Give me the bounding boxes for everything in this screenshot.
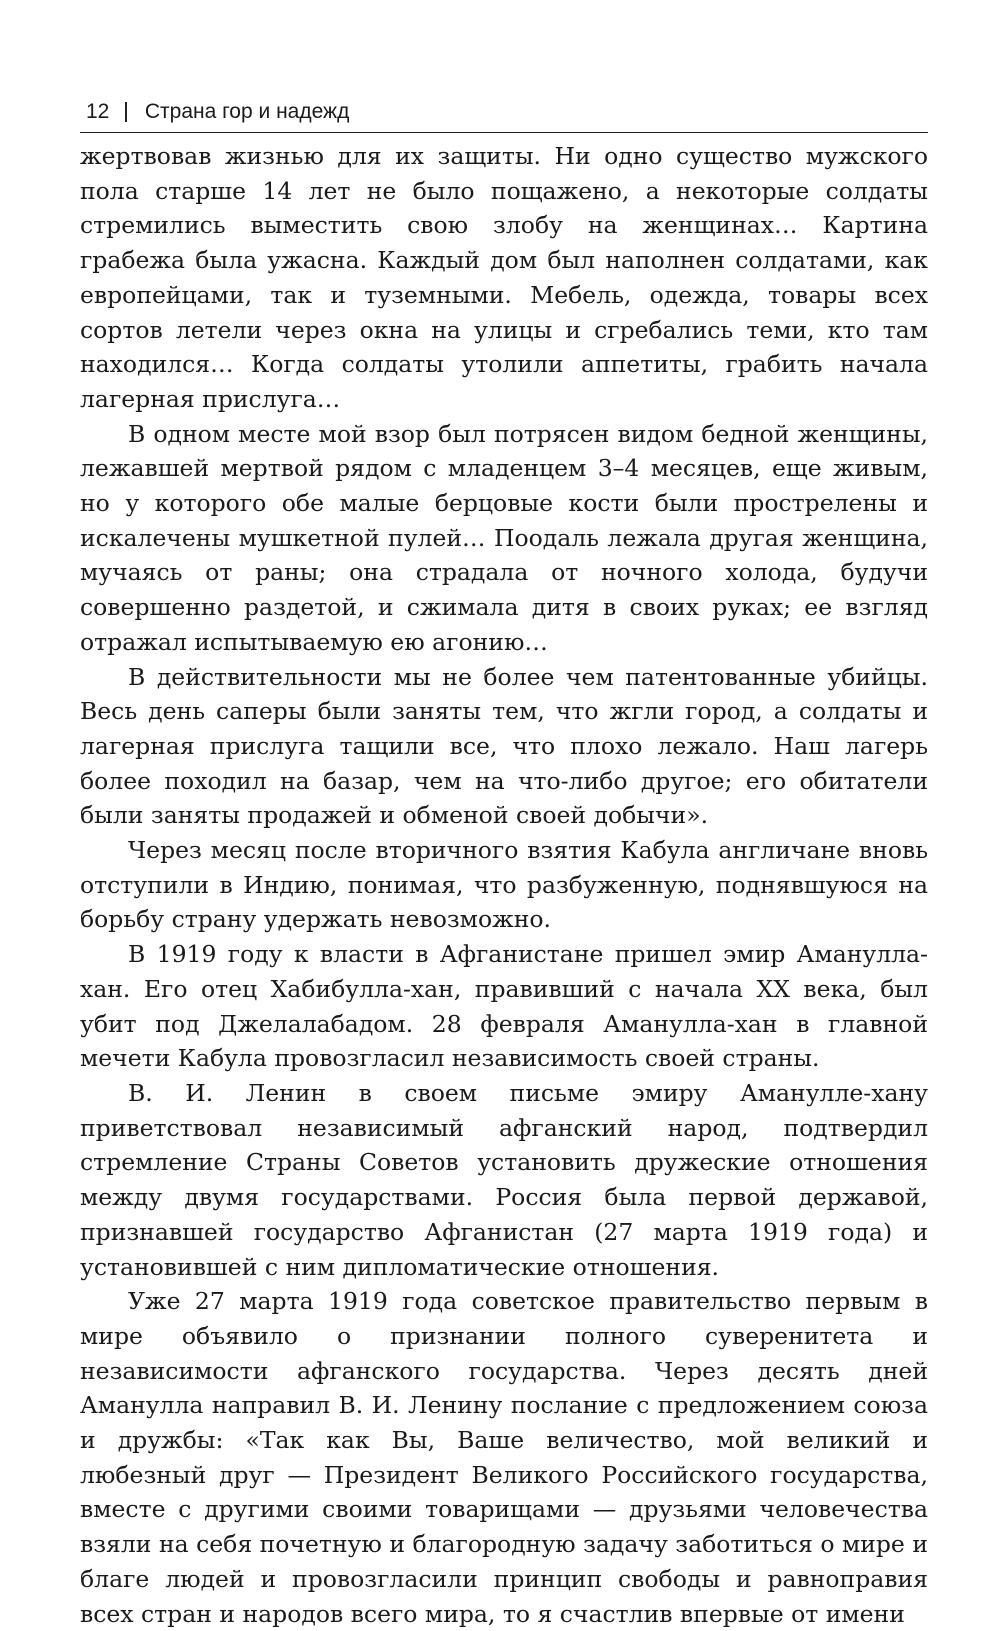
paragraph-6: В. И. Ленин в своем письме эмиру Аманулле-хану приветствовал независимый афганский народ, подтвердил стремление Страны Советов установить дружеские отношения между двумя государствами. Россия была первой державой, признавшей государство Афганистан (27 марта 1919 года) и установившей с ним дипломатические отношения. <box>80 1078 928 1281</box>
paragraph-7: Уже 27 марта 1919 года советское правительство первым в мире объявило о признании полного суверенитета и независимости афганского государства. Через десять дней Аманулла направил В. И. Ленину послание с предложением союза и дружбы: «Так как Вы, Ваше величество, мой великий и любезный друг — Президент Великого Российского государства, вместе с другими своими товарищами — друзьями человечества взяли на себя почетную и благородную задачу заботиться о мире и благе людей и провозгласили принцип свободы и равноправия всех стран и народов всего мира, то я счастлив впервые от имени <box>80 1287 928 1628</box>
paragraph-5: В 1919 году к власти в Афганистане пришел эмир Аманулла-хан. Его отец Хабибулла-хан, правивший с начала XX века, был убит под Джелалабадом. 28 февраля Аманулла-хан в главной мечети Кабула провозгласил независимость своей страны. <box>80 940 928 1073</box>
paragraph-4: Через месяц после вторичного взятия Кабула англичане вновь отступили в Индию, понимая, что разбуженную, поднявшуюся на борьбу страну удержать невозможно. <box>80 836 928 934</box>
page-number: 12 <box>86 100 110 123</box>
paragraph-3: В действительности мы не более чем патентованные убийцы. Весь день саперы были заняты тем, что жгли город, а солдаты и лагерная прислуга тащили все, что плохо лежало. Наш лагерь более походил на базар, чем на что-либо другое; его обитатели были заняты продажей и обменой своей добычи». <box>80 662 928 830</box>
header-separator <box>125 102 127 122</box>
running-header <box>80 92 928 133</box>
paragraph-2: В одном месте мой взор был потрясен видом бедной женщины, лежавшей мертвой рядом с младенцем 3–4 месяцев, еще живым, но у которого обе малые берцовые кости были прострелены и искалечены мушкетной пулей… Поодаль лежала другая женщина, мучаясь от раны; она страдала от ночного холода, будучи совершенно раздетой, и сжимала дитя в своих руках; ее взгляд отражал испытываемую ею агонию… <box>80 419 928 656</box>
body-text <box>80 139 928 1631</box>
paragraph-1: жертвовав жизнью для их защиты. Ни одно существо мужского пола старше 14 лет не было пощажено, а некоторые солдаты стремились выместить свою злобу на женщинах… Картина грабежа была ужасна. Каждый дом был наполнен солдатами, как европейцами, так и туземными. Мебель, одежда, товары всех сортов летели через окна на улицы и сгребались теми, кто там находился… Когда солдаты утолили аппетиты, грабить начала лагерная прислуга… <box>80 142 928 413</box>
book-page <box>80 92 928 1631</box>
running-title: Страна гор и надежд <box>144 100 350 123</box>
